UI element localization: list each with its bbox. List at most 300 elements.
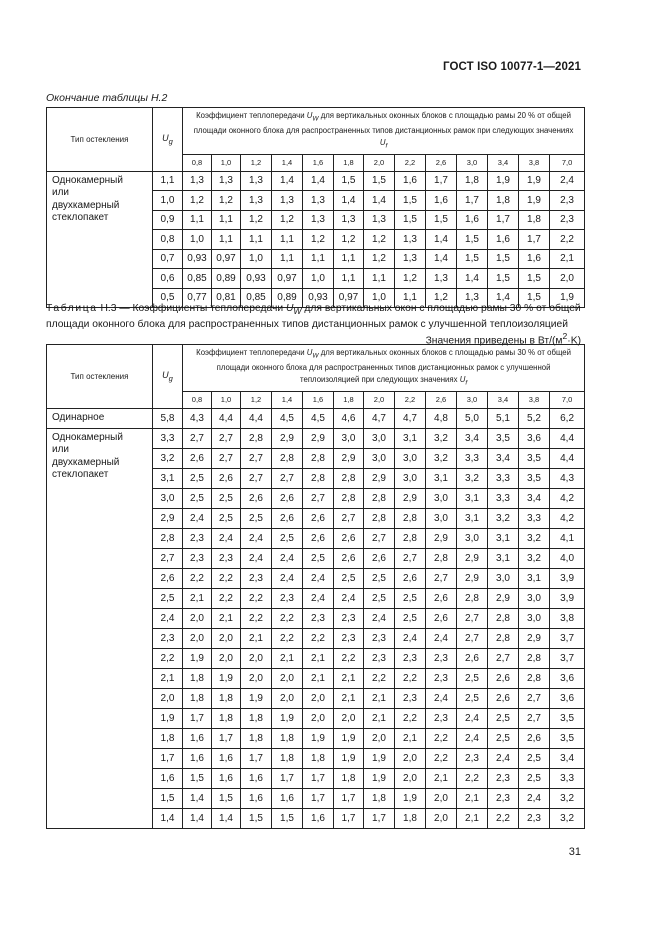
ug-value-cell: 3,1 xyxy=(153,468,183,488)
value-cell: 1,2 xyxy=(364,230,395,250)
value-cell: 2,8 xyxy=(303,468,334,488)
value-cell: 1,1 xyxy=(395,288,426,308)
value-cell: 3,2 xyxy=(488,508,519,528)
value-cell: 2,0 xyxy=(241,668,272,688)
value-cell: 2,6 xyxy=(395,568,426,588)
value-cell: 1,4 xyxy=(426,230,457,250)
value-cell: 2,4 xyxy=(457,728,488,748)
value-cell: 3,0 xyxy=(426,508,457,528)
uf-value-header: 3,8 xyxy=(519,154,550,171)
value-cell: 1,3 xyxy=(426,269,457,289)
value-cell: 1,5 xyxy=(395,210,426,230)
value-cell: 1,5 xyxy=(457,230,488,250)
value-cell: 0,93 xyxy=(241,269,272,289)
value-cell: 2,9 xyxy=(272,428,303,448)
value-cell: 2,3 xyxy=(334,608,364,628)
uf-value-header: 1,2 xyxy=(241,154,272,171)
value-cell: 3,0 xyxy=(395,448,426,468)
uf-value-header: 7,0 xyxy=(550,391,585,408)
uf-value-header: 2,2 xyxy=(395,391,426,408)
value-cell: 2,8 xyxy=(519,668,550,688)
value-cell: 1,2 xyxy=(426,288,457,308)
value-cell: 2,0 xyxy=(395,748,426,768)
value-cell: 1,8 xyxy=(183,688,212,708)
value-cell: 2,6 xyxy=(334,548,364,568)
value-cell: 3,3 xyxy=(488,468,519,488)
glazing-type-cell: Одинарное xyxy=(47,408,153,428)
value-cell: 2,3 xyxy=(334,628,364,648)
value-cell: 1,9 xyxy=(334,728,364,748)
value-cell: 2,3 xyxy=(395,688,426,708)
value-cell: 1,1 xyxy=(212,210,241,230)
value-cell: 2,5 xyxy=(212,488,241,508)
value-cell: 1,4 xyxy=(334,191,364,211)
value-cell: 2,4 xyxy=(303,568,334,588)
value-cell: 2,6 xyxy=(303,508,334,528)
value-cell: 2,9 xyxy=(488,588,519,608)
value-cell: 2,3 xyxy=(272,588,303,608)
value-cell: 2,5 xyxy=(519,748,550,768)
value-cell: 2,7 xyxy=(183,428,212,448)
value-cell: 2,1 xyxy=(395,728,426,748)
ug-value-cell: 1,8 xyxy=(153,728,183,748)
document-header: ГОСТ ISO 10077-1—2021 xyxy=(443,61,581,73)
value-cell: 1,7 xyxy=(334,788,364,808)
value-cell: 2,0 xyxy=(426,808,457,828)
glazing-type-line: или xyxy=(52,187,70,199)
value-cell: 4,4 xyxy=(550,448,585,468)
value-cell: 1,2 xyxy=(272,210,303,230)
value-cell: 2,5 xyxy=(241,508,272,528)
value-cell: 1,9 xyxy=(212,668,241,688)
value-cell: 1,3 xyxy=(395,230,426,250)
value-cell: 2,0 xyxy=(272,688,303,708)
value-cell: 2,2 xyxy=(334,648,364,668)
uf-value-header: 1,6 xyxy=(303,154,334,171)
value-cell: 2,2 xyxy=(212,568,241,588)
value-cell: 3,5 xyxy=(519,448,550,468)
value-cell: 2,7 xyxy=(212,428,241,448)
value-cell: 2,3 xyxy=(364,628,395,648)
glazing-type-cell xyxy=(47,428,153,828)
value-cell: 2,2 xyxy=(395,668,426,688)
value-cell: 3,3 xyxy=(488,488,519,508)
ug-value-cell: 2,2 xyxy=(153,648,183,668)
value-cell: 2,3 xyxy=(488,768,519,788)
value-cell: 1,2 xyxy=(364,249,395,269)
ug-value-cell: 3,2 xyxy=(153,448,183,468)
value-cell: 1,9 xyxy=(272,708,303,728)
value-cell: 3,4 xyxy=(519,488,550,508)
value-cell: 2,4 xyxy=(212,528,241,548)
value-cell: 1,5 xyxy=(272,808,303,828)
value-cell: 1,7 xyxy=(364,808,395,828)
value-cell: 2,0 xyxy=(241,648,272,668)
value-cell: 2,5 xyxy=(334,568,364,588)
value-cell: 2,8 xyxy=(272,448,303,468)
value-cell: 2,2 xyxy=(457,768,488,788)
uf-value-header: 2,6 xyxy=(426,154,457,171)
value-cell: 2,4 xyxy=(457,708,488,728)
value-cell: 2,9 xyxy=(364,468,395,488)
table-row xyxy=(47,408,585,428)
value-cell: 2,6 xyxy=(212,468,241,488)
value-cell: 2,4 xyxy=(550,171,585,191)
glazing-type-line: Однокамерный xyxy=(52,174,123,186)
uf-value-header: 1,0 xyxy=(212,154,241,171)
value-cell: 1,7 xyxy=(426,171,457,191)
value-cell: 4,7 xyxy=(395,408,426,428)
value-cell: 1,9 xyxy=(364,768,395,788)
coefficient-header: Коэффициент теплопередачи $U_W$ для вертикальных оконных блоков с площадью рамы 30 % от общей площади оконного блока для распространенных типов дистанционных рамок с улучшенной теплоизоляцией при следующих значениях $U_f$ xyxy=(183,345,585,392)
value-cell: 1,1 xyxy=(334,249,364,269)
value-cell: 2,3 xyxy=(364,648,395,668)
value-cell: 1,7 xyxy=(488,210,519,230)
value-cell: 2,5 xyxy=(183,488,212,508)
value-cell: 2,7 xyxy=(212,448,241,468)
value-cell: 3,2 xyxy=(426,428,457,448)
value-cell: 1,8 xyxy=(519,210,550,230)
value-cell: 3,2 xyxy=(457,468,488,488)
ug-value-cell: 0,6 xyxy=(153,269,183,289)
value-cell: 3,0 xyxy=(519,608,550,628)
value-cell: 2,7 xyxy=(457,628,488,648)
value-cell: 2,8 xyxy=(488,608,519,628)
ug-value-cell: 3,0 xyxy=(153,488,183,508)
ug-value-cell: 2,9 xyxy=(153,508,183,528)
table-row xyxy=(47,171,585,191)
value-cell: 2,5 xyxy=(457,688,488,708)
value-cell: 0,97 xyxy=(272,269,303,289)
value-cell: 2,7 xyxy=(241,448,272,468)
uf-value-header: 2,0 xyxy=(364,391,395,408)
value-cell: 0,93 xyxy=(303,288,334,308)
value-cell: 2,2 xyxy=(488,808,519,828)
ug-value-cell: 1,9 xyxy=(153,708,183,728)
value-cell: 1,8 xyxy=(303,748,334,768)
value-cell: 2,1 xyxy=(457,808,488,828)
value-cell: 1,4 xyxy=(457,269,488,289)
value-cell: 2,6 xyxy=(272,488,303,508)
value-cell: 3,9 xyxy=(550,588,585,608)
value-cell: 1,8 xyxy=(488,191,519,211)
value-cell: 2,1 xyxy=(303,668,334,688)
value-cell: 1,3 xyxy=(395,249,426,269)
value-cell: 3,3 xyxy=(550,768,585,788)
value-cell: 1,3 xyxy=(212,171,241,191)
value-cell: 2,1 xyxy=(303,648,334,668)
value-cell: 0,89 xyxy=(212,269,241,289)
uf-value-header: 3,0 xyxy=(457,154,488,171)
value-cell: 0,97 xyxy=(334,288,364,308)
glazing-type-line: двухкамерный xyxy=(52,199,120,211)
coefficient-header: Коэффициент теплопередачи $U_W$ для вертикальных оконных блоков с площадью рамы 20 % от общей площади оконного блока для распространенных типов дистанционных рамок при следующих значениях $U_f$ xyxy=(183,108,585,155)
value-cell: 1,5 xyxy=(488,249,519,269)
glazing-type-line: стеклопакет xyxy=(52,469,109,481)
value-cell: 2,3 xyxy=(488,788,519,808)
value-cell: 3,1 xyxy=(519,568,550,588)
value-cell: 1,6 xyxy=(488,230,519,250)
value-cell: 1,9 xyxy=(364,748,395,768)
value-cell: 2,9 xyxy=(303,428,334,448)
value-cell: 2,2 xyxy=(395,708,426,728)
value-cell: 2,8 xyxy=(519,648,550,668)
value-cell: 3,1 xyxy=(395,428,426,448)
value-cell: 1,8 xyxy=(364,788,395,808)
value-cell: 6,2 xyxy=(550,408,585,428)
value-cell: 1,3 xyxy=(303,210,334,230)
value-cell: 2,3 xyxy=(550,210,585,230)
value-cell: 1,3 xyxy=(272,191,303,211)
ug-value-cell: 2,8 xyxy=(153,528,183,548)
glazing-type-line: или xyxy=(52,444,70,456)
value-cell: 2,5 xyxy=(212,508,241,528)
value-cell: 1,6 xyxy=(212,748,241,768)
value-cell: 2,2 xyxy=(303,628,334,648)
value-cell: 2,4 xyxy=(519,788,550,808)
value-cell: 1,7 xyxy=(334,808,364,828)
value-cell: 1,6 xyxy=(212,768,241,788)
value-cell: 1,3 xyxy=(457,288,488,308)
value-cell: 3,0 xyxy=(364,428,395,448)
value-cell: 2,2 xyxy=(364,668,395,688)
value-cell: 2,1 xyxy=(212,608,241,628)
value-cell: 0,93 xyxy=(183,249,212,269)
value-cell: 1,1 xyxy=(364,269,395,289)
value-cell: 1,5 xyxy=(519,269,550,289)
value-cell: 1,6 xyxy=(241,768,272,788)
value-cell: 4,2 xyxy=(550,508,585,528)
value-cell: 1,1 xyxy=(334,269,364,289)
value-cell: 2,0 xyxy=(303,708,334,728)
value-cell: 2,1 xyxy=(550,249,585,269)
page-number: 31 xyxy=(568,846,581,858)
value-cell: 1,6 xyxy=(183,728,212,748)
value-cell: 3,1 xyxy=(488,548,519,568)
ug-value-cell: 3,3 xyxy=(153,428,183,448)
value-cell: 3,0 xyxy=(457,528,488,548)
value-cell: 2,3 xyxy=(183,548,212,568)
ug-value-cell: 0,5 xyxy=(153,288,183,308)
value-cell: 2,1 xyxy=(334,668,364,688)
value-cell: 1,1 xyxy=(241,230,272,250)
value-cell: 1,9 xyxy=(488,171,519,191)
value-cell: 3,5 xyxy=(550,728,585,748)
value-cell: 2,7 xyxy=(426,568,457,588)
value-cell: 4,7 xyxy=(364,408,395,428)
value-cell: 1,2 xyxy=(334,230,364,250)
value-cell: 1,4 xyxy=(488,288,519,308)
value-cell: 1,8 xyxy=(334,768,364,788)
value-cell: 1,2 xyxy=(241,210,272,230)
value-cell: 2,0 xyxy=(395,768,426,788)
value-cell: 2,6 xyxy=(272,508,303,528)
value-cell: 4,5 xyxy=(303,408,334,428)
value-cell: 1,1 xyxy=(272,230,303,250)
value-cell: 3,0 xyxy=(334,428,364,448)
value-cell: 4,8 xyxy=(426,408,457,428)
value-cell: 2,5 xyxy=(395,588,426,608)
value-cell: 0,81 xyxy=(212,288,241,308)
value-cell: 2,9 xyxy=(426,528,457,548)
value-cell: 2,2 xyxy=(212,588,241,608)
value-cell: 1,9 xyxy=(550,288,585,308)
value-cell: 2,8 xyxy=(395,508,426,528)
value-cell: 1,7 xyxy=(272,768,303,788)
value-cell: 3,2 xyxy=(426,448,457,468)
value-cell: 1,8 xyxy=(272,748,303,768)
table-row xyxy=(47,428,585,448)
value-cell: 1,8 xyxy=(241,728,272,748)
value-cell: 2,1 xyxy=(241,628,272,648)
value-cell: 2,0 xyxy=(183,628,212,648)
value-cell: 2,4 xyxy=(183,508,212,528)
ug-value-cell: 2,0 xyxy=(153,688,183,708)
value-cell: 2,0 xyxy=(183,608,212,628)
value-cell: 2,6 xyxy=(334,528,364,548)
glazing-type-line: двухкамерный xyxy=(52,456,120,468)
value-cell: 3,6 xyxy=(550,688,585,708)
value-cell: 1,6 xyxy=(272,788,303,808)
value-cell: 2,9 xyxy=(334,448,364,468)
value-cell: 1,6 xyxy=(426,191,457,211)
value-cell: 1,5 xyxy=(488,269,519,289)
value-cell: 2,0 xyxy=(212,648,241,668)
uf-value-header: 1,0 xyxy=(212,391,241,408)
value-cell: 2,0 xyxy=(272,668,303,688)
value-cell: 1,1 xyxy=(212,230,241,250)
value-cell: 2,7 xyxy=(488,648,519,668)
value-cell: 1,5 xyxy=(395,191,426,211)
value-cell: 1,6 xyxy=(183,748,212,768)
value-cell: 3,3 xyxy=(519,508,550,528)
value-cell: 1,6 xyxy=(241,788,272,808)
value-cell: 3,6 xyxy=(550,668,585,688)
value-cell: 1,9 xyxy=(519,191,550,211)
ug-value-cell: 1,4 xyxy=(153,808,183,828)
value-cell: 3,0 xyxy=(488,568,519,588)
value-cell: 4,4 xyxy=(241,408,272,428)
ug-value-cell: 1,6 xyxy=(153,768,183,788)
value-cell: 2,0 xyxy=(550,269,585,289)
value-cell: 2,0 xyxy=(364,728,395,748)
value-cell: 0,89 xyxy=(272,288,303,308)
value-cell: 3,2 xyxy=(550,808,585,828)
value-cell: 2,3 xyxy=(303,608,334,628)
value-cell: 1,5 xyxy=(212,788,241,808)
value-cell: 1,1 xyxy=(272,249,303,269)
value-cell: 2,5 xyxy=(519,768,550,788)
value-cell: 2,4 xyxy=(303,588,334,608)
value-cell: 3,2 xyxy=(550,788,585,808)
value-cell: 1,0 xyxy=(241,249,272,269)
value-cell: 2,6 xyxy=(303,528,334,548)
value-cell: 2,4 xyxy=(488,748,519,768)
value-cell: 3,6 xyxy=(519,428,550,448)
value-cell: 2,1 xyxy=(426,768,457,788)
value-cell: 1,2 xyxy=(303,230,334,250)
uf-value-header: 2,0 xyxy=(364,154,395,171)
value-cell: 3,2 xyxy=(519,548,550,568)
value-cell: 1,9 xyxy=(303,728,334,748)
value-cell: 2,7 xyxy=(457,608,488,628)
value-cell: 2,2 xyxy=(550,230,585,250)
value-cell: 1,8 xyxy=(272,728,303,748)
ug-value-cell: 0,7 xyxy=(153,249,183,269)
value-cell: 3,1 xyxy=(426,468,457,488)
value-cell: 1,5 xyxy=(183,768,212,788)
value-cell: 3,9 xyxy=(550,568,585,588)
uf-value-header: 1,4 xyxy=(272,154,303,171)
value-cell: 2,6 xyxy=(519,728,550,748)
value-cell: 2,2 xyxy=(272,608,303,628)
value-cell: 2,5 xyxy=(183,468,212,488)
value-cell: 2,9 xyxy=(519,628,550,648)
glazing-type-line: стеклопакет xyxy=(52,212,109,224)
value-cell: 2,9 xyxy=(457,548,488,568)
value-cell: 2,7 xyxy=(303,488,334,508)
value-cell: 2,6 xyxy=(241,488,272,508)
value-cell: 1,1 xyxy=(303,249,334,269)
value-cell: 1,4 xyxy=(212,808,241,828)
value-cell: 1,2 xyxy=(183,191,212,211)
value-cell: 2,3 xyxy=(519,808,550,828)
ug-value-cell: 2,7 xyxy=(153,548,183,568)
value-cell: 2,2 xyxy=(426,748,457,768)
value-cell: 3,7 xyxy=(550,648,585,668)
value-cell: 2,8 xyxy=(334,488,364,508)
value-cell: 1,9 xyxy=(241,688,272,708)
uf-value-header: 3,4 xyxy=(488,154,519,171)
value-cell: 2,8 xyxy=(488,628,519,648)
uf-value-header: 2,2 xyxy=(395,154,426,171)
value-cell: 3,5 xyxy=(519,468,550,488)
value-cell: 1,8 xyxy=(457,171,488,191)
value-cell: 1,3 xyxy=(334,210,364,230)
value-cell: 3,4 xyxy=(457,428,488,448)
value-cell: 1,9 xyxy=(334,748,364,768)
value-cell: 3,0 xyxy=(519,588,550,608)
value-cell: 1,3 xyxy=(303,191,334,211)
value-cell: 3,1 xyxy=(488,528,519,548)
value-cell: 3,2 xyxy=(519,528,550,548)
table2-caption: Таблица Н.3 — Коэффициенты теплопередачи $U_W$ для вертикальных окон с площадью рамы 30 % от общей площади оконного блока для распространенных типов дистанционных рамок с улучшенной теплоизоляцией xyxy=(46,303,581,331)
uf-value-header: 0,8 xyxy=(183,154,212,171)
value-cell: 3,3 xyxy=(457,448,488,468)
value-cell: 1,9 xyxy=(519,171,550,191)
value-cell: 2,5 xyxy=(457,668,488,688)
uf-value-header: 1,8 xyxy=(334,391,364,408)
value-cell: 1,8 xyxy=(395,808,426,828)
value-cell: 2,5 xyxy=(488,728,519,748)
ug-value-cell: 2,4 xyxy=(153,608,183,628)
value-cell: 2,7 xyxy=(395,548,426,568)
value-cell: 2,3 xyxy=(212,548,241,568)
value-cell: 1,7 xyxy=(212,728,241,748)
value-cell: 2,9 xyxy=(395,488,426,508)
value-cell: 2,7 xyxy=(364,528,395,548)
value-cell: 1,8 xyxy=(241,708,272,728)
value-cell: 2,5 xyxy=(303,548,334,568)
value-cell: 1,7 xyxy=(519,230,550,250)
value-cell: 2,6 xyxy=(426,588,457,608)
value-cell: 0,97 xyxy=(212,249,241,269)
value-cell: 2,2 xyxy=(426,728,457,748)
value-cell: 1,4 xyxy=(426,249,457,269)
value-cell: 4,5 xyxy=(272,408,303,428)
ug-value-cell: 2,1 xyxy=(153,668,183,688)
value-cell: 2,2 xyxy=(241,608,272,628)
